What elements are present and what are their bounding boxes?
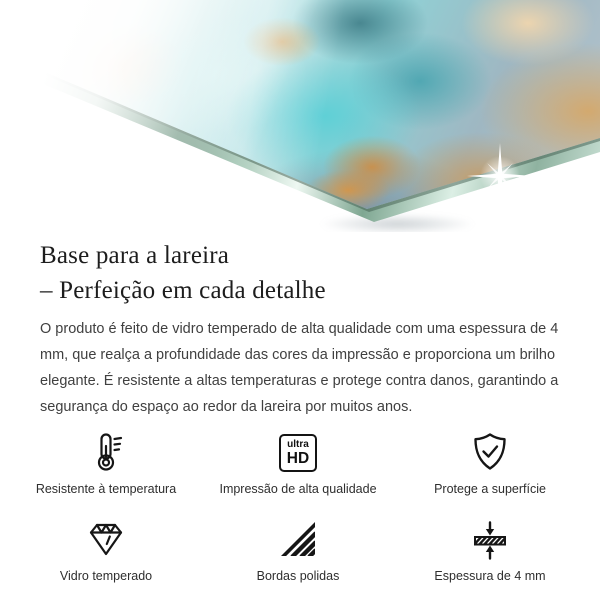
polished-edges-icon xyxy=(276,517,320,561)
product-photo xyxy=(0,0,600,232)
title-line-2: – Perfeição em cada detalhe xyxy=(40,277,326,304)
feature-item-thickness xyxy=(394,515,586,584)
feature-item-temperature xyxy=(10,428,202,497)
thermometer-icon xyxy=(84,430,128,474)
thickness-icon xyxy=(468,517,512,561)
feature-label: Espessura de 4 mm xyxy=(434,569,546,583)
feature-item-polished-edges xyxy=(202,515,394,584)
feature-item-print-quality xyxy=(202,428,394,497)
page-title xyxy=(40,238,560,308)
feature-label: Protege a superfície xyxy=(434,482,546,496)
feature-item-tempered-glass xyxy=(10,515,202,584)
feature-label: Bordas polidas xyxy=(256,569,340,583)
feature-label: Vidro temperado xyxy=(59,569,153,583)
diamond-icon xyxy=(84,517,128,561)
feature-label: Impressão de alta qualidade xyxy=(219,482,377,496)
product-description: O produto é feito de vidro temperado de alta qualidade com uma espessura de 4 mm, que realça a profundidade das cores da impressão e proporciona um brilho elegante. É resistente a altas temperaturas e protege contra danos, garantindo a segurança do espaço ao redor da lareira por muitos anos. xyxy=(40,321,559,415)
shield-check-icon xyxy=(468,430,512,474)
feature-grid xyxy=(0,428,600,584)
title-line-1: Base para a lareira xyxy=(40,242,230,269)
feature-label: Resistente à temperatura xyxy=(35,482,177,496)
feature-item-protection xyxy=(394,428,586,497)
ultra-hd-icon: ultra HD xyxy=(279,434,317,472)
sparkle-icon xyxy=(460,136,540,216)
